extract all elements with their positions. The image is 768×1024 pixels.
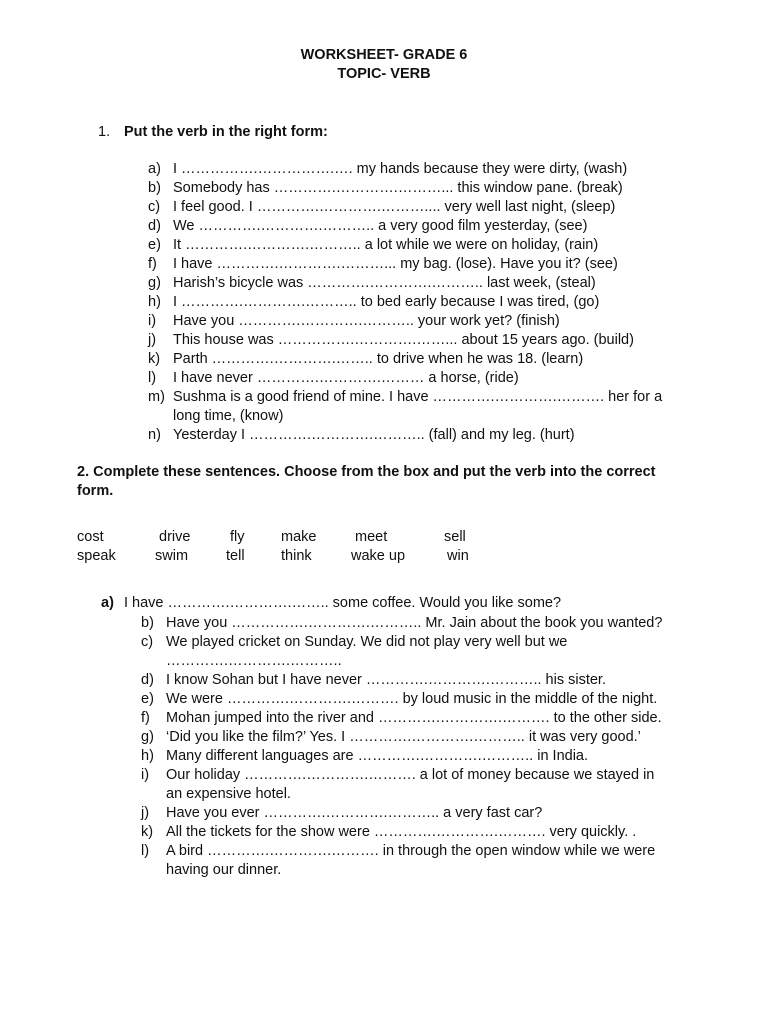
list-item	[148, 179, 676, 198]
item-label: f)	[148, 256, 157, 272]
list-item	[141, 747, 671, 766]
list-item	[141, 823, 671, 842]
item-label: n)	[148, 427, 161, 443]
item-text: We played cricket on Sunday. We did not play very well but we ………….………….………..	[166, 634, 568, 669]
list-item	[148, 369, 676, 388]
question-2-first-item	[101, 595, 561, 611]
item-text: Yesterday I ………….………….……….. (fall) and my leg. (hurt)	[173, 427, 575, 443]
word-box-word: cost	[77, 529, 104, 545]
worksheet-title: WORKSHEET- GRADE 6	[300, 47, 468, 63]
item-text: Harish’s bicycle was ………….………….……….. last week, (steal)	[173, 275, 596, 291]
item-label: l)	[148, 370, 157, 386]
item-label: f)	[141, 710, 150, 726]
item-label: g)	[148, 275, 161, 291]
item-text: I feel good. I ………….………….……….... very well last night, (sleep)	[173, 199, 616, 215]
item-text: Parth ………….………….…….. to drive when he was 18. (learn)	[173, 351, 584, 367]
item-label: e)	[148, 237, 161, 253]
item-label: d)	[148, 218, 161, 234]
list-item	[148, 388, 676, 426]
word-box-word: win	[447, 548, 469, 564]
list-item	[148, 293, 676, 312]
question-1-number: 1.	[98, 124, 111, 140]
item-label: k)	[148, 351, 161, 367]
question-2-list	[141, 614, 671, 880]
item-text: ‘Did you like the film?’ Yes. I ………….………….……….. it was very good.’	[166, 729, 641, 745]
list-item	[148, 426, 676, 445]
word-box-word: think	[281, 548, 312, 564]
word-box-word: drive	[159, 529, 191, 545]
item-text: I have ………….………….…….. some coffee. Would you like some?	[124, 595, 562, 611]
item-text: Our holiday ………….………….………. a lot of money because we stayed in an expensive hotel.	[166, 767, 655, 802]
item-text: We were ………….………….………. by loud music in the middle of the night.	[166, 691, 658, 707]
item-label: j)	[141, 805, 150, 821]
question-1-list	[148, 160, 676, 445]
list-item	[141, 690, 671, 709]
list-item	[148, 217, 676, 236]
list-item	[141, 614, 671, 633]
item-label: a)	[101, 595, 114, 611]
item-label: a)	[148, 161, 161, 177]
list-item	[141, 709, 671, 728]
list-item	[148, 331, 676, 350]
item-label: h)	[148, 294, 161, 310]
item-label: m)	[148, 389, 165, 405]
list-item	[141, 804, 671, 823]
item-text: Have you ………….………….……….. your work yet? (finish)	[173, 313, 560, 329]
item-text: A bird ………….………….………. in through the open window while we were having our dinner.	[166, 843, 656, 878]
item-label: k)	[141, 824, 154, 840]
item-text: I have ………….………….………... my bag. (lose). Have you it? (see)	[173, 256, 618, 272]
item-text: Have you ever ………….………….……….. a very fast car?	[166, 805, 543, 821]
item-label: j)	[148, 332, 157, 348]
item-label: l)	[141, 843, 150, 859]
item-text: Mohan jumped into the river and ………….………….………. to the other side.	[166, 710, 662, 726]
item-label: g)	[141, 729, 154, 745]
list-item	[148, 198, 676, 217]
item-text: It ………….………….……….. a lot while we were on holiday, (rain)	[173, 237, 599, 253]
word-box-word: tell	[226, 548, 245, 564]
item-text: I have never ………….………….……… a horse, (ride)	[173, 370, 519, 386]
list-item	[141, 633, 671, 671]
item-text: We ………….………….……….. a very good film yesterday, (see)	[173, 218, 588, 234]
item-text: Sushma is a good friend of mine. I have ………….………….………. her for a long time, (know)	[173, 389, 663, 424]
item-label: i)	[141, 767, 150, 783]
item-label: i)	[148, 313, 157, 329]
word-box-word: meet	[355, 529, 388, 545]
list-item	[148, 350, 676, 369]
word-box-word: make	[281, 529, 317, 545]
item-text: I …………….…………….…. my hands because they were dirty, (wash)	[173, 161, 628, 177]
list-item	[141, 766, 671, 804]
word-box-word: wake up	[351, 548, 406, 564]
item-label: e)	[141, 691, 154, 707]
word-box-word: swim	[155, 548, 189, 564]
list-item	[148, 160, 676, 179]
list-item	[148, 255, 676, 274]
word-box-word: fly	[230, 529, 245, 545]
item-label: h)	[141, 748, 154, 764]
item-text: Many different languages are ………….………….……….. in India.	[166, 748, 589, 764]
question-1-heading	[98, 124, 328, 140]
item-text: Have you …………….………….……….. Mr. Jain about the book you wanted?	[166, 615, 663, 631]
item-text: I know Sohan but I have never ………….………….……….. his sister.	[166, 672, 606, 688]
question-2-instruction: 2. Complete these sentences. Choose from the box and put the verb into the correct form.	[77, 464, 656, 499]
list-item	[148, 312, 676, 331]
list-item	[141, 842, 671, 880]
item-text: I ………….………….……….. to bed early because I was tired, (go)	[173, 294, 600, 310]
item-label: c)	[148, 199, 161, 215]
list-item	[148, 236, 676, 255]
list-item	[148, 274, 676, 293]
item-text: Somebody has ………….………….………... this window pane. (break)	[173, 180, 623, 196]
item-label: b)	[148, 180, 161, 196]
question-1-instruction: Put the verb in the right form:	[124, 124, 328, 140]
worksheet-topic: TOPIC- VERB	[337, 66, 431, 82]
item-label: b)	[141, 615, 154, 631]
item-text: This house was …………….………….……... about 15 years ago. (build)	[173, 332, 634, 348]
item-label: d)	[141, 672, 154, 688]
word-box-word: speak	[77, 548, 116, 564]
word-box-word: sell	[444, 529, 466, 545]
item-label: c)	[141, 634, 154, 650]
item-text: All the tickets for the show were ………….………….………. very quickly. .	[166, 824, 637, 840]
list-item	[141, 728, 671, 747]
list-item	[141, 671, 671, 690]
